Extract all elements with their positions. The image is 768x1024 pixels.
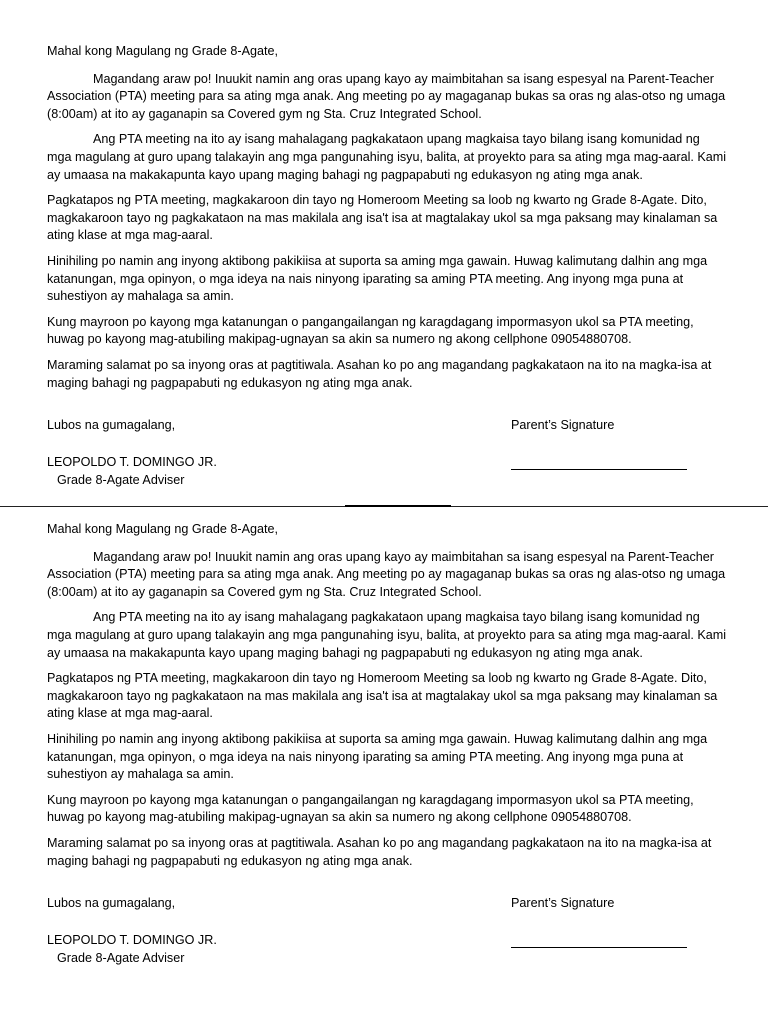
paragraph-homeroom: Pagkatapos ng PTA meeting, magkakaroon din tayo ng Homeroom Meeting sa loob ng kwarto ng Grade 8-Agate. Dito, magkakaroon tayo ng pagkakataon na mas makilala ang isa't isa at magtalakay ukol sa mga paksang may kinalaman sa ating klase at mga mag-aaral. xyxy=(47,671,718,721)
letter-bottom xyxy=(47,521,727,977)
salutation: Mahal kong Magulang ng Grade 8-Agate, xyxy=(47,44,279,58)
sender-title: Grade 8-Agate Adviser xyxy=(57,473,185,488)
paragraph-purpose: Ang PTA meeting na ito ay isang mahalagang pagkakataon upang magkaisa tayo bilang isang komunidad ng mga magulang at guro upang talakayin ang mga pangunahing isyu, balita, at proyekto para sa ating mga mag-aaral. Kami ay umaasa na makakapunta kayo upang maging bahagi ng pagpapabuti ng edukasyon ng ating mga anak. xyxy=(47,132,727,182)
closing-text: Lubos na gumagalang, xyxy=(47,896,176,911)
paragraph-participation: Hinihiling po namin ang inyong aktibong pakikiisa at suporta sa aming mga gawain. Huwag kalimutang dalhin ang mga katanungan, mga opinyon, o mga ideya na nais ninyong iparating sa aming PTA meeting. Ang inyong mga puna at suhestiyon ay mahalaga sa amin. xyxy=(47,731,708,782)
signature-line xyxy=(511,947,687,948)
paragraph-thanks: Maraming salamat po sa inyong oras at pagtitiwala. Asahan ko po ang magandang pagkakataon na ito na magka-isa at maging bahagi ng pagpapabuti ng edukasyon ng ating mga anak. xyxy=(47,357,712,390)
signature-label: Parent’s Signature xyxy=(511,418,615,433)
salutation: Mahal kong Magulang ng Grade 8-Agate, xyxy=(47,522,279,536)
page-divider-mark xyxy=(345,505,451,507)
paragraph-thanks: Maraming salamat po sa inyong oras at pagtitiwala. Asahan ko po ang magandang pagkakataon na ito na magka-isa at maging bahagi ng pagpapabuti ng edukasyon ng ating mga anak. xyxy=(47,835,712,868)
sender-name: LEOPOLDO T. DOMINGO JR. xyxy=(47,933,217,948)
paragraph-contact: Kung mayroon po kayong mga katanungan o pangangailangan ng karagdagang impormasyon ukol sa PTA meeting, huwag po kayong mag-atubiling makipag-ugnayan sa akin sa numero ng akong cellphone 09054880708. xyxy=(47,314,694,347)
sender-title: Grade 8-Agate Adviser xyxy=(57,951,185,966)
paragraph-participation: Hinihiling po namin ang inyong aktibong pakikiisa at suporta sa aming mga gawain. Huwag kalimutang dalhin ang mga katanungan, mga opinyon, o mga ideya na nais ninyong iparating sa aming PTA meeting. Ang inyong mga puna at suhestiyon ay mahalaga sa amin. xyxy=(47,253,708,304)
paragraph-invitation: Magandang araw po! Inuukit namin ang oras upang kayo ay maimbitahan sa isang espesyal na Parent-Teacher Association (PTA) meeting para sa ating mga anak. Ang meeting po ay magaganap bukas sa oras ng alas-otso ng umaga (8:00am) at ito ay gaganapin sa Covered gym ng Sta. Cruz Integrated School. xyxy=(47,549,726,599)
sender-name: LEOPOLDO T. DOMINGO JR. xyxy=(47,455,217,470)
closing-block xyxy=(47,417,727,499)
paragraph-purpose: Ang PTA meeting na ito ay isang mahalagang pagkakataon upang magkaisa tayo bilang isang komunidad ng mga magulang at guro upang talakayin ang mga pangunahing isyu, balita, at proyekto para sa ating mga mag-aaral. Kami ay umaasa na makakapunta kayo upang maging bahagi ng pagpapabuti ng edukasyon ng ating mga anak. xyxy=(47,610,727,660)
paragraph-invitation: Magandang araw po! Inuukit namin ang oras upang kayo ay maimbitahan sa isang espesyal na Parent-Teacher Association (PTA) meeting para sa ating mga anak. Ang meeting po ay magaganap bukas sa oras ng alas-otso ng umaga (8:00am) at ito ay gaganapin sa Covered gym ng Sta. Cruz Integrated School. xyxy=(47,71,726,121)
paragraph-homeroom: Pagkatapos ng PTA meeting, magkakaroon din tayo ng Homeroom Meeting sa loob ng kwarto ng Grade 8-Agate. Dito, magkakaroon tayo ng pagkakataon na mas makilala ang isa't isa at magtalakay ukol sa mga paksang may kinalaman sa ating klase at mga mag-aaral. xyxy=(47,193,718,243)
closing-text: Lubos na gumagalang, xyxy=(47,418,176,433)
paragraph-contact: Kung mayroon po kayong mga katanungan o pangangailangan ng karagdagang impormasyon ukol sa PTA meeting, huwag po kayong mag-atubiling makipag-ugnayan sa akin sa numero ng akong cellphone 09054880708. xyxy=(47,792,694,825)
letter-top xyxy=(47,43,727,499)
signature-line xyxy=(511,469,687,470)
closing-block xyxy=(47,895,727,977)
signature-label: Parent’s Signature xyxy=(511,896,615,911)
